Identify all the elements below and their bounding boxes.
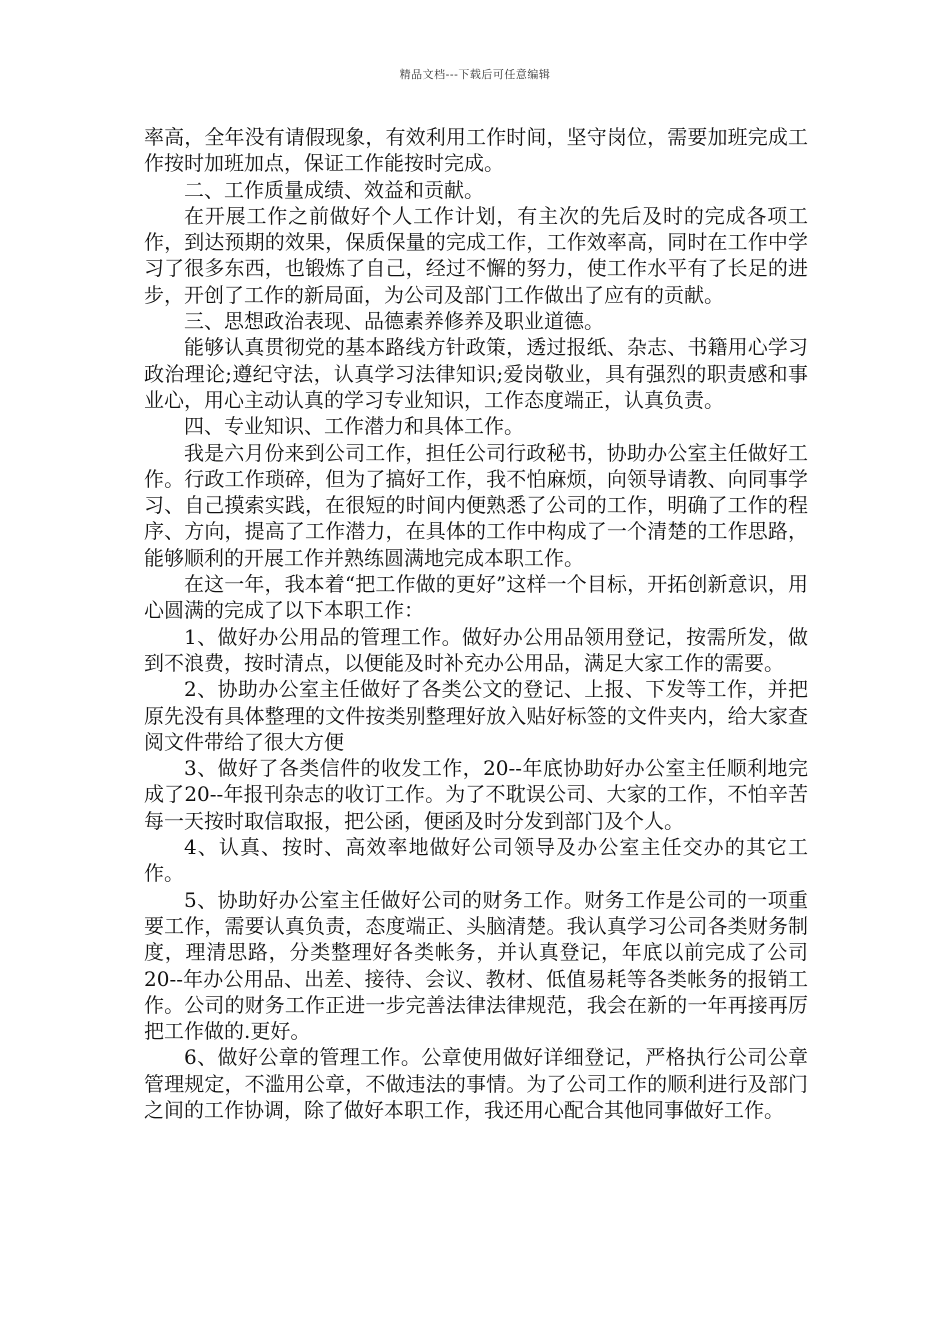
body-paragraph: 三、思想政治表现、品德素养修养及职业道德。 xyxy=(184,309,604,334)
body-paragraph: 四、专业知识、工作潜力和具体工作。 xyxy=(184,414,524,439)
document-body xyxy=(144,124,808,1123)
body-paragraph: 3、做好了各类信件的收发工作，20--年底协助好办公室主任顺利地完成了20--年报刊杂志的收订工作。为了不耽误公司、大家的工作，不怕辛苦每一天按时取信取报，把公函，便函及时分发到部门及个人。 xyxy=(144,756,808,833)
body-paragraph: 6、做好公章的管理工作。公章使用做好详细登记，严格执行公司公章管理规定，不滥用公章，不做违法的事情。为了公司工作的顺利进行及部门之间的工作协调，除了做好本职工作，我还用心配合其他同事做好工作。 xyxy=(144,1045,808,1122)
body-paragraph: 在这一年，我本着“把工作做的更好”这样一个目标，开拓创新意识，用心圆满的完成了以下本职工作： xyxy=(144,572,808,623)
body-paragraph: 率高，全年没有请假现象，有效利用工作时间，坚守岗位，需要加班完成工作按时加班加点，保证工作能按时完成。 xyxy=(144,125,808,176)
body-paragraph: 4、认真、按时、高效率地做好公司领导及办公室主任交办的其它工作。 xyxy=(144,835,808,886)
body-paragraph: 二、工作质量成绩、效益和贡献。 xyxy=(184,177,484,202)
body-paragraph: 5、协助好办公室主任做好公司的财务工作。财务工作是公司的一项重要工作，需要认真负责，态度端正、头脑清楚。我认真学习公司各类财务制度，理清思路，分类整理好各类帐务，并认真登记，年底以前完成了公司20--年办公用品、出差、接待、会议、教材、低值易耗等各类帐务的报销工作。公司的财务工作正进一步完善法律法律规范，我会在新的一年再接再厉把工作做的.更好。 xyxy=(144,887,808,1044)
page-header-note: 精品文档---下载后可任意编辑 xyxy=(399,68,551,81)
body-paragraph: 2、协助办公室主任做好了各类公文的登记、上报、下发等工作，并把原先没有具体整理的文件按类别整理好放入贴好标签的文件夹内，给大家查阅文件带给了很大方便 xyxy=(144,677,808,754)
body-paragraph: 能够认真贯彻党的基本路线方针政策，透过报纸、杂志、书籍用心学习政治理论;遵纪守法，认真学习法律知识;爱岗敬业，具有强烈的职责感和事业心，用心主动认真的学习专业知识，工作态度端正，认真负责。 xyxy=(144,335,808,412)
body-paragraph: 1、做好办公用品的管理工作。做好办公用品领用登记，按需所发，做到不浪费，按时清点，以便能及时补充办公用品，满足大家工作的需要。 xyxy=(144,624,808,675)
body-paragraph: 在开展工作之前做好个人工作计划，有主次的先后及时的完成各项工作，到达预期的效果，保质保量的完成工作，工作效率高，同时在工作中学习了很多东西，也锻炼了自己，经过不懈的努力，使工作水平有了长足的进步，开创了工作的新局面，为公司及部门工作做出了应有的贡献。 xyxy=(144,203,808,307)
body-paragraph: 我是六月份来到公司工作，担任公司行政秘书，协助办公室主任做好工作。行政工作琐碎，但为了搞好工作，我不怕麻烦，向领导请教、向同事学习、自己摸索实践，在很短的时间内便熟悉了公司的工作，明确了工作的程序、方向，提高了工作潜力，在具体的工作中构成了一个清楚的工作思路，能够顺利的开展工作并熟练圆满地完成本职工作。 xyxy=(144,440,808,570)
